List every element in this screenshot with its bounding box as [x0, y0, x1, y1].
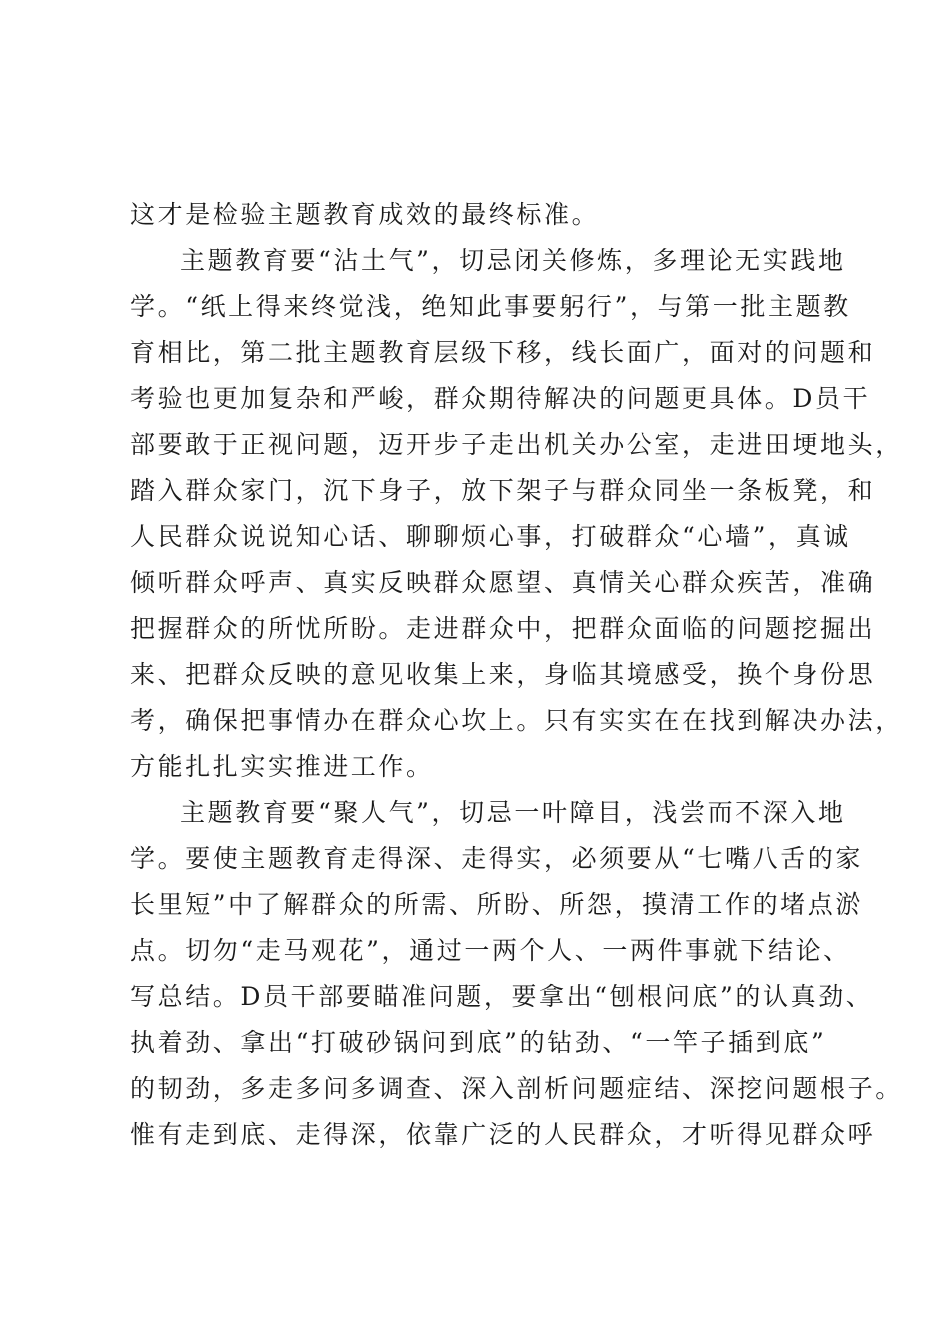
text-line: 点。切勿“走马观花”，通过一两个人、一两件事就下结论、	[130, 936, 851, 965]
text-line: 部要敢于正视问题，迈开步子走出机关办公室，走进田埂地头，	[130, 430, 903, 459]
text-line: 考，确保把事情办在群众心坎上。只有实实在在找到解决办法，	[130, 706, 903, 735]
body-text	[130, 192, 903, 1158]
text-line: 考验也更加复杂和严峻，群众期待解决的问题更具体。D员干	[130, 384, 871, 413]
text-line: 育相比，第二批主题教育层级下移，线长面广，面对的问题和	[130, 338, 876, 367]
text-line: 倾听群众呼声、真实反映群众愿望、真情关心群众疾苦，准确	[130, 568, 876, 597]
text-line: 把握群众的所忧所盼。走进群众中，把群众面临的问题挖掘出	[130, 614, 876, 643]
text-line: 学。“纸上得来终觉浅，绝知此事要躬行”，与第一批主题教	[130, 292, 851, 321]
text-line: 学。要使主题教育走得深、走得实，必须要从“七嘴八舌的家	[130, 844, 863, 873]
text-line: 执着劲、拿出“打破砂锅问到底”的钻劲、“一竿子插到底”	[130, 1028, 827, 1057]
text-line: 踏入群众家门，沉下身子，放下架子与群众同坐一条板凳，和	[130, 476, 876, 505]
text-line: 来、把群众反映的意见收集上来，身临其境感受，换个身份思	[130, 660, 876, 689]
text-line: 写总结。D员干部要瞄准问题，要拿出“刨根问底”的认真劲、	[130, 982, 874, 1011]
paragraph-start-line: 主题教育要“沾土气”，切忌闭关修炼，多理论无实践地	[180, 246, 846, 275]
text-line: 长里短”中了解群众的所需、所盼、所怨，摸清工作的堵点淤	[130, 890, 863, 919]
text-line: 方能扎扎实实推进工作。	[130, 752, 434, 781]
text-line: 的韧劲，多走多问多调查、深入剖析问题症结、深挖问题根子。	[130, 1074, 903, 1103]
text-line: 这才是检验主题教育成效的最终标准。	[130, 200, 600, 229]
paragraph-start-line: 主题教育要“聚人气”，切忌一叶障目，浅尝而不深入地	[180, 798, 846, 827]
text-line: 人民群众说说知心话、聊聊烦心事，打破群众“心墙”，真诚	[130, 522, 851, 551]
text-line: 惟有走到底、走得深，依靠广泛的人民群众，才听得见群众呼	[130, 1120, 876, 1149]
